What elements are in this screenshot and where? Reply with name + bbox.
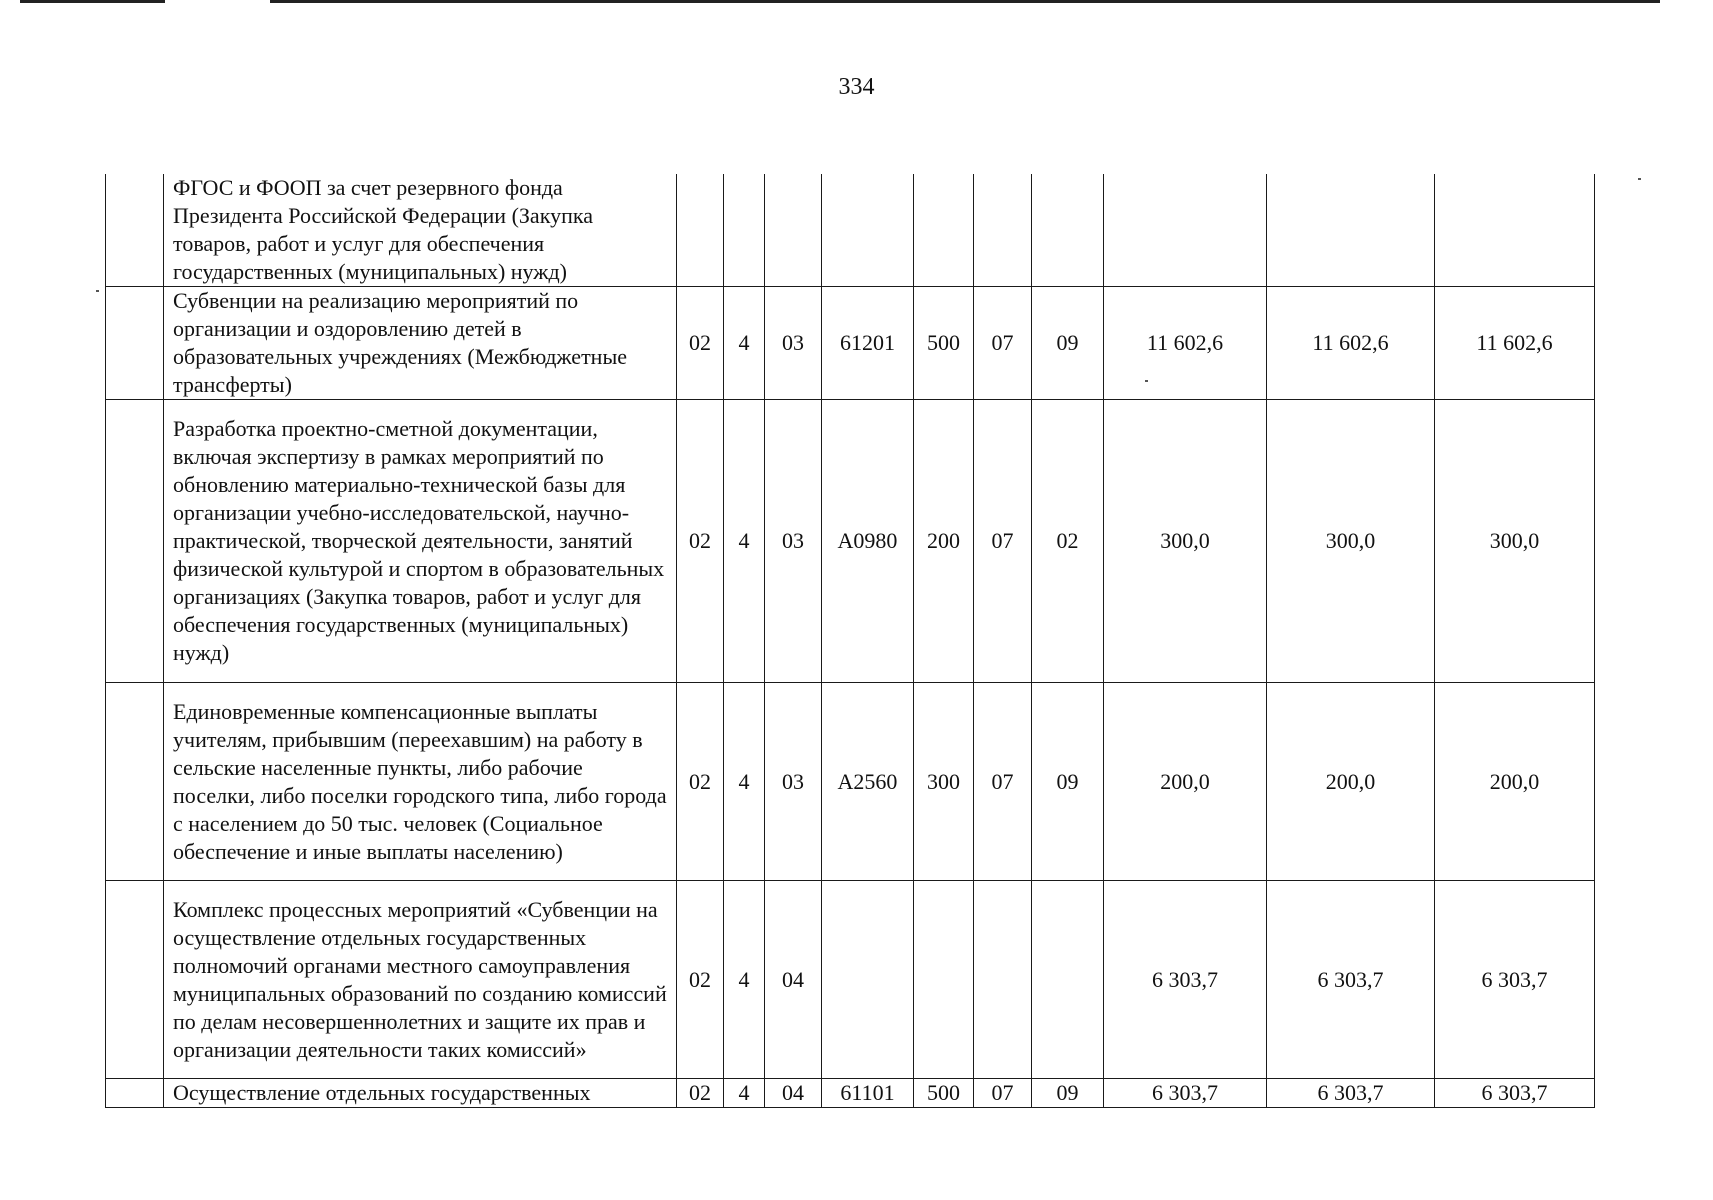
code-complex-cell: 04 <box>765 881 822 1079</box>
expense-type-cell: 500 <box>914 287 974 400</box>
section-cell: 07 <box>974 400 1032 683</box>
item-name-cell: ФГОС и ФООП за счет резервного фонда Президента Российской Федерации (Закупка товаров, работ и услуг для обеспечения государственных (муниципальных) нужд) <box>164 174 677 287</box>
amount-year3-cell: 11 602,6 <box>1435 287 1595 400</box>
amount-year2-cell: 200,0 <box>1267 683 1435 881</box>
item-name-cell: Единовременные компенсационные выплаты учителям, прибывшим (переехавшим) на работу в сельские населенные пункты, либо рабочие поселки, либо поселки городского типа, либо города с населением до 50 тыс. человек (Социальное обеспечение и иные выплаты населению) <box>164 683 677 881</box>
scan-speck <box>1145 380 1148 382</box>
code-direction-cell: А0980 <box>822 400 914 683</box>
code-type-cell: 4 <box>724 287 765 400</box>
item-name-cell: Субвенции на реализацию мероприятий по организации и оздоровлению детей в образовательных учреждениях (Межбюджетные трансферты) <box>164 287 677 400</box>
expense-type-cell <box>914 174 974 287</box>
section-cell: 07 <box>974 287 1032 400</box>
expense-type-cell <box>914 881 974 1079</box>
table-row <box>106 287 1595 400</box>
subsection-cell: 09 <box>1032 1079 1104 1108</box>
code-program-cell: 02 <box>677 287 724 400</box>
amount-year3-cell: 200,0 <box>1435 683 1595 881</box>
code-program-cell: 02 <box>677 400 724 683</box>
row-number-cell <box>106 287 164 400</box>
code-direction-cell: 61201 <box>822 287 914 400</box>
table-row <box>106 174 1595 287</box>
code-complex-cell: 03 <box>765 683 822 881</box>
scan-speck <box>1638 178 1641 180</box>
page-number: 334 <box>838 74 875 100</box>
amount-year3-cell: 6 303,7 <box>1435 881 1595 1079</box>
section-cell <box>974 881 1032 1079</box>
amount-year2-cell <box>1267 174 1435 287</box>
table-row <box>106 683 1595 881</box>
expense-type-cell: 300 <box>914 683 974 881</box>
code-type-cell <box>724 174 765 287</box>
code-direction-cell: А2560 <box>822 683 914 881</box>
code-complex-cell: 03 <box>765 400 822 683</box>
subsection-cell <box>1032 174 1104 287</box>
code-program-cell: 02 <box>677 1079 724 1108</box>
row-number-cell <box>106 1079 164 1108</box>
code-program-cell: 02 <box>677 881 724 1079</box>
subsection-cell <box>1032 881 1104 1079</box>
amount-year1-cell: 6 303,7 <box>1104 881 1267 1079</box>
row-number-cell <box>106 881 164 1079</box>
amount-year3-cell: 6 303,7 <box>1435 1079 1595 1108</box>
code-program-cell: 02 <box>677 683 724 881</box>
row-number-cell <box>106 174 164 287</box>
code-direction-cell <box>822 174 914 287</box>
code-program-cell <box>677 174 724 287</box>
code-complex-cell <box>765 174 822 287</box>
code-direction-cell <box>822 881 914 1079</box>
table-body <box>106 174 1595 1108</box>
code-direction-cell: 61101 <box>822 1079 914 1108</box>
scan-speck <box>96 290 99 292</box>
amount-year1-cell: 11 602,6 <box>1104 287 1267 400</box>
amount-year3-cell <box>1435 174 1595 287</box>
expense-type-cell: 200 <box>914 400 974 683</box>
item-name-cell: Комплекс процессных мероприятий «Субвенции на осуществление отдельных государственных полномочий органами местного самоуправления муниципальных образований по созданию комиссий по делам несовершеннолетних и защите их прав и организации деятельности таких комиссий» <box>164 881 677 1079</box>
code-complex-cell: 04 <box>765 1079 822 1108</box>
row-number-cell <box>106 400 164 683</box>
amount-year3-cell: 300,0 <box>1435 400 1595 683</box>
row-number-cell <box>106 683 164 881</box>
table-row <box>106 881 1595 1079</box>
code-type-cell: 4 <box>724 683 765 881</box>
section-cell: 07 <box>974 683 1032 881</box>
budget-table <box>105 174 1595 1108</box>
amount-year1-cell: 200,0 <box>1104 683 1267 881</box>
code-complex-cell: 03 <box>765 287 822 400</box>
section-cell <box>974 174 1032 287</box>
page-top-edge <box>0 0 1713 3</box>
amount-year2-cell: 6 303,7 <box>1267 881 1435 1079</box>
subsection-cell: 09 <box>1032 287 1104 400</box>
amount-year1-cell: 6 303,7 <box>1104 1079 1267 1108</box>
table-row <box>106 1079 1595 1108</box>
code-type-cell: 4 <box>724 400 765 683</box>
amount-year2-cell: 300,0 <box>1267 400 1435 683</box>
item-name-cell: Разработка проектно-сметной документации, включая экспертизу в рамках мероприятий по обновлению материально-технической базы для организации учебно-исследовательской, научно-практической, творческой деятельности, занятий физической культурой и спортом в образовательных организациях (Закупка товаров, работ и услуг для обеспечения государственных (муниципальных) нужд) <box>164 400 677 683</box>
code-type-cell: 4 <box>724 1079 765 1108</box>
subsection-cell: 09 <box>1032 683 1104 881</box>
code-type-cell: 4 <box>724 881 765 1079</box>
item-name-cell: Осуществление отдельных государственных <box>164 1079 677 1108</box>
amount-year1-cell: 300,0 <box>1104 400 1267 683</box>
expense-type-cell: 500 <box>914 1079 974 1108</box>
amount-year2-cell: 11 602,6 <box>1267 287 1435 400</box>
amount-year1-cell <box>1104 174 1267 287</box>
table-row <box>106 400 1595 683</box>
section-cell: 07 <box>974 1079 1032 1108</box>
subsection-cell: 02 <box>1032 400 1104 683</box>
amount-year2-cell: 6 303,7 <box>1267 1079 1435 1108</box>
